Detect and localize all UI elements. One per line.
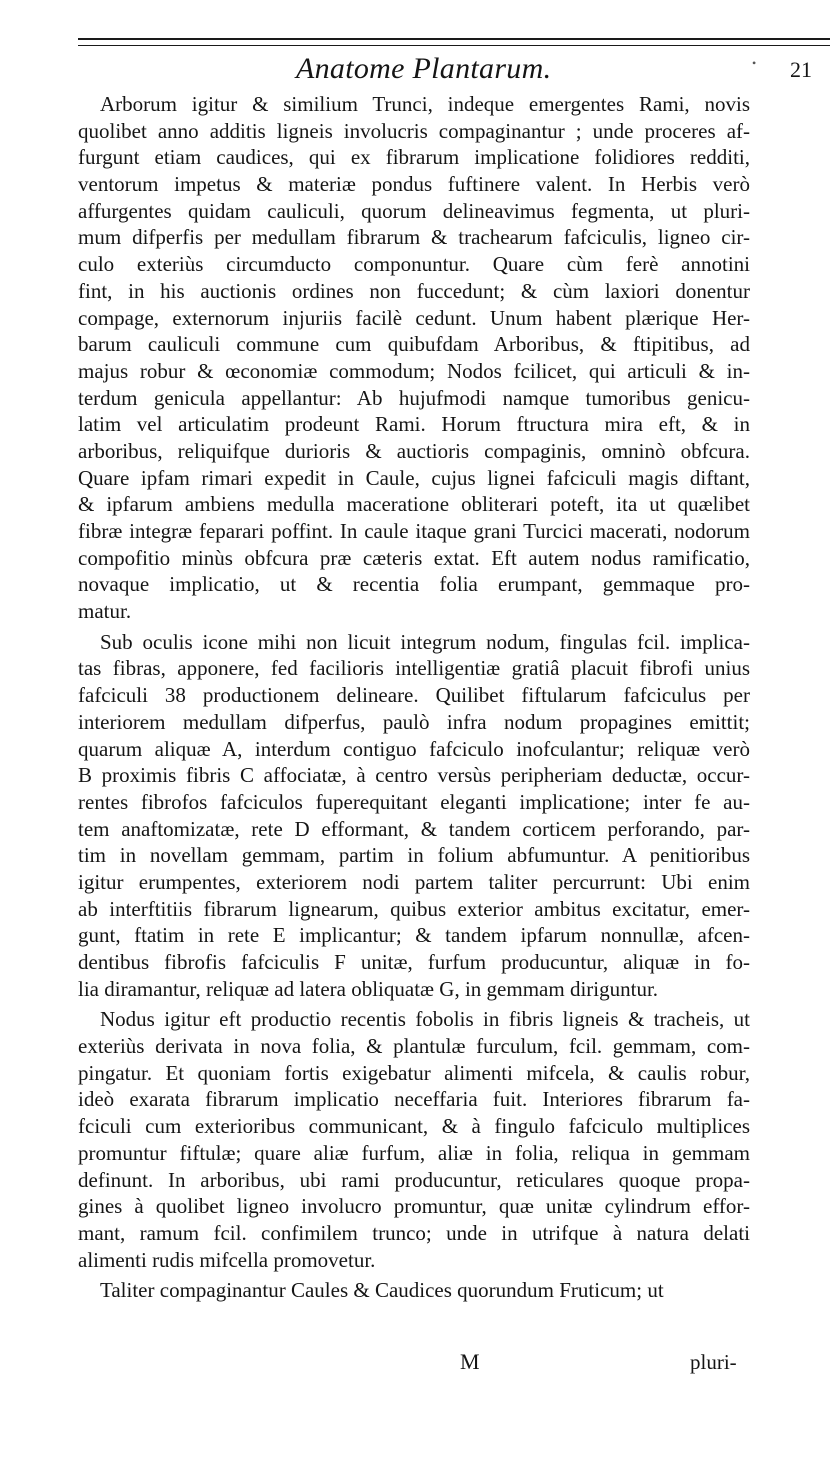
text-line: alimenti rudis mifcella promovetur. xyxy=(78,1247,376,1272)
text-line: Quare ipfam rimari expedit in Caule, cujus lignei fafciculi magis diftant, xyxy=(78,465,750,490)
text-line: Taliter compaginantur Caules & Caudices quorundum Fruticum; ut xyxy=(100,1278,664,1303)
paragraph xyxy=(78,629,750,1003)
text-line: B proximis fibris C affociatæ, à centro versùs peripheriam deductæ, occur- xyxy=(78,763,750,788)
text-line: affurgentes quidam cauliculi, quorum delineavimus fegmenta, ut pluri- xyxy=(78,198,750,223)
text-line: terdum genicula appellantur: Ab hujufmodi namque tumoribus genicu- xyxy=(78,385,750,410)
text-line: Nodus igitur eft productio recentis fobolis in fibris ligneis & tracheis, ut xyxy=(100,1007,750,1032)
text-line: mant, ramum fcil. confimilem trunco; unde in utrifque à natura delati xyxy=(78,1220,750,1245)
text-line: ab interftitiis fibrarum lignearum, quibus exterior ambitus excitatur, emer- xyxy=(78,896,750,921)
text-line: definunt. In arboribus, ubi rami producuntur, reticulares quoque propa- xyxy=(78,1167,750,1192)
text-line: latim vel articulatim prodeunt Rami. Horum ftructura mira eft, & in xyxy=(78,412,750,437)
text-line: tem anaftomizatæ, rete D efformant, & tandem corticem perforando, par- xyxy=(78,816,750,841)
paragraph xyxy=(78,1006,750,1273)
text-line: arboribus, reliquifque durioris & auctioris compaginis, omninò obfcura. xyxy=(78,438,750,463)
signature-mark: M xyxy=(460,1349,480,1374)
text-line: compofitio minùs obfcura præ cæteris extat. Eft autem nodus ramificatio, xyxy=(78,545,750,570)
text-line: fint, in his auctionis ordines non fuccedunt; & cùm laxiori donentur xyxy=(78,278,750,303)
text-line: rentes fibrofos fafciculos fuperequitant eleganti implicatione; inter fe au- xyxy=(78,789,750,814)
page-number: 21 xyxy=(790,57,812,82)
text-line: majus robur & œconomiæ commodum; Nodos fcilicet, qui articuli & in- xyxy=(78,358,750,383)
text-line: gines à quolibet ligneo involucro promuntur, quæ unitæ cylindrum effor- xyxy=(78,1194,750,1219)
text-line: novaque implicatio, ut & recentia folia erumpant, gemmaque pro- xyxy=(78,572,750,597)
text-line: matur. xyxy=(78,599,132,624)
running-head xyxy=(0,50,830,90)
text-line: compage, externorum injuriis facilè cedunt. Unum habent plærique Her- xyxy=(78,305,750,330)
text-line: quolibet anno additis ligneis involucris compaginantur ; unde proceres af- xyxy=(78,118,750,143)
catchword: pluri- xyxy=(690,1350,737,1374)
running-title: Anatome Plantarum. xyxy=(296,52,552,85)
text-line: quarum aliquæ A, interdum contiguo fafciculo inofculantur; reliquæ verò xyxy=(78,736,750,761)
text-line: fibræ integræ feparari poffint. In caule itaque grani Turcici macerati, nodorum xyxy=(78,519,750,543)
text-line: tas fibras, apponere, fed facilioris intelligentiæ gratiâ placuit fibrofi unius xyxy=(78,656,750,681)
text-line: fafciculi 38 productionem delineare. Quilibet fiftularum fafciculus per xyxy=(78,683,750,708)
text-line: lia diramantur, reliquæ ad latera obliquatæ G, in gemmam diriguntur. xyxy=(78,976,659,1001)
text-line: furgunt etiam caudices, qui ex fibrarum implicatione folidiores redditi, xyxy=(78,145,750,170)
header-rule xyxy=(78,38,830,40)
header-rule-thin xyxy=(78,45,830,46)
paragraph xyxy=(78,91,750,625)
text-line: interiorem medullam difperfus, paulò infra nodum propagines emittit; xyxy=(78,709,750,734)
body-text xyxy=(78,91,750,1304)
paragraph xyxy=(78,1277,750,1304)
text-line: fciculi cum exterioribus communicant, & à fingulo fafciculo multiplices xyxy=(78,1114,750,1139)
text-line: ideò exarata fibrarum implicatio neceffaria fuit. Interiores fibrarum fa- xyxy=(78,1087,750,1112)
text-line: & ipfarum ambiens medulla maceratione obliterari poteft, ita ut quælibet xyxy=(78,492,750,517)
text-line: igitur erumpentes, exteriorem nodi partem taliter percurrunt: Ubi enim xyxy=(78,869,750,894)
text-line: mum difperfis per medullam fibrarum & trachearum fafciculis, ligneo cir- xyxy=(78,225,750,250)
text-line: promuntur fiftulæ; quare aliæ furfum, aliæ in folia, reliqua in gemmam xyxy=(78,1140,750,1165)
text-line: Arborum igitur & similium Trunci, indeque emergentes Rami, novis xyxy=(100,92,750,116)
text-line: exteriùs derivata in nova folia, & plantulæ furculum, fcil. gemmam, com- xyxy=(78,1034,750,1059)
text-line: dentibus fibrofis fafciculis F unitæ, furfum producuntur, aliquæ in fo- xyxy=(78,950,750,974)
text-line: gunt, ftatim in rete E implicantur; & tandem ipfarum nonnullæ, afcen- xyxy=(78,923,750,948)
text-line: barum cauliculi commune cum quibufdam Arboribus, & ftipitibus, ad xyxy=(78,332,750,357)
text-line: culo exteriùs circumducto componuntur. Quare cùm ferè annotini xyxy=(78,252,750,277)
text-line: tim in novellam gemmam, partim in folium abfumuntur. A penitioribus xyxy=(78,843,750,868)
text-line: ventorum impetus & materiæ pondus fuftinere valent. In Herbis verò xyxy=(78,172,750,197)
text-line: Sub oculis icone mihi non licuit integrum nodum, fingulas fcil. implica- xyxy=(100,629,750,654)
ornament-dot: • xyxy=(752,56,757,70)
text-line: pingatur. Et quoniam fortis exigebatur alimenti mifcela, & caulis robur, xyxy=(78,1060,750,1085)
